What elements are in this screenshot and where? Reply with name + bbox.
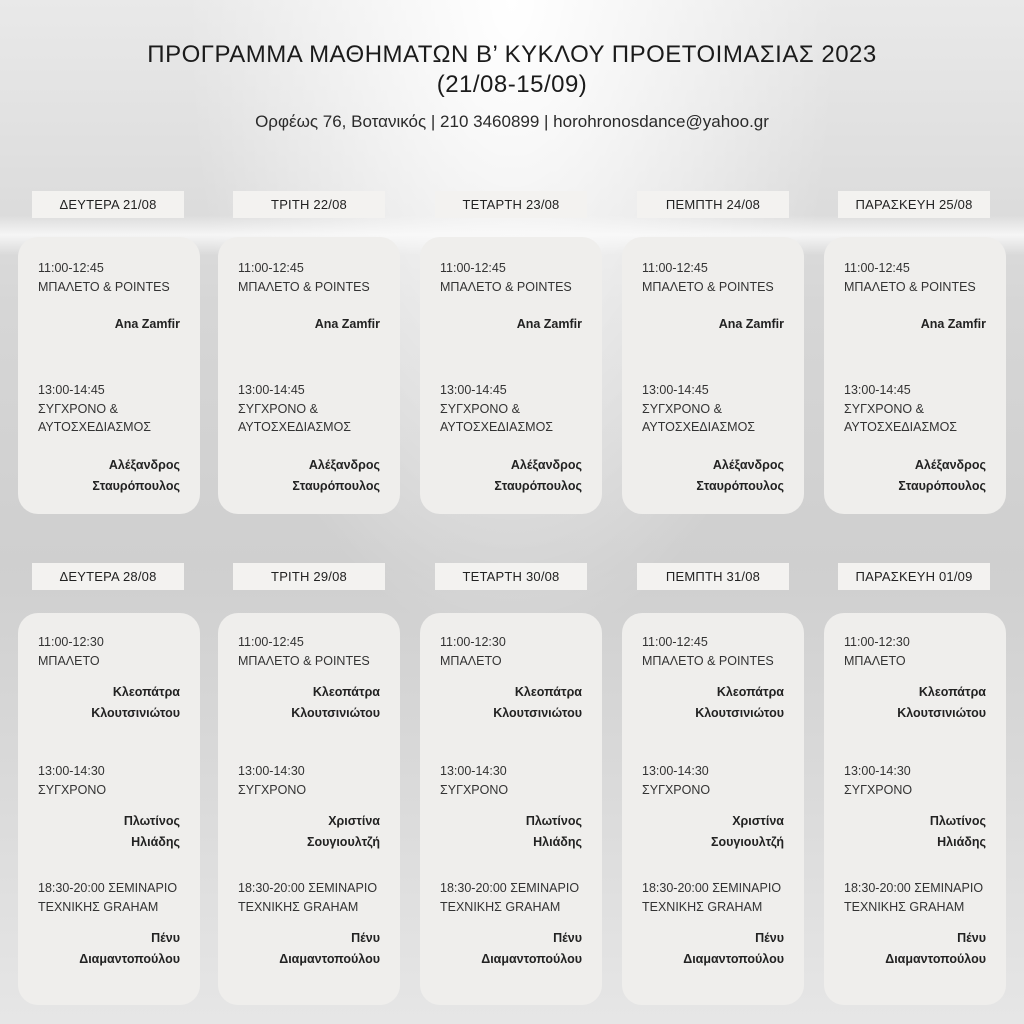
teacher-first-name: Χριστίνα [732, 814, 784, 828]
class-session [844, 633, 986, 724]
teacher-last-name: Σουγιουλτζή [306, 835, 380, 849]
session-title: ΣΥΓΧΡΟΝΟ [238, 782, 307, 797]
teacher-last-name: Κλουτσινιώτου [695, 706, 784, 720]
teacher-last-name: Κλουτσινιώτου [291, 706, 380, 720]
session-time: 13:00-14:30 [38, 764, 105, 778]
teacher-last-name: Σουγιουλτζή [710, 835, 784, 849]
session-time: 11:00-12:45 [38, 261, 104, 275]
session-time: 13:00-14:45 [238, 383, 305, 397]
session-teacher [238, 455, 380, 497]
session-teacher [642, 314, 784, 335]
session-title: ΜΠΑΛΕΤΟ & POINTES [642, 653, 774, 668]
teacher-first-name: Πένυ [755, 931, 784, 945]
page-header [0, 40, 1024, 132]
session-time: 18:30-20:00 ΣΕΜΙΝΑΡΙΟ [238, 881, 378, 895]
class-session [238, 762, 380, 853]
teacher-last-name: Κλουτσινιώτου [91, 706, 180, 720]
session-teacher [440, 455, 582, 497]
day-card [420, 613, 602, 1005]
teacher-first-name: Πλωτίνος [123, 814, 180, 828]
session-title: ΤΕΧΝΙΚΗΣ GRAHAM [238, 899, 359, 914]
session-teacher [642, 682, 784, 724]
session-title: ΜΠΑΛΕΤΟ & POINTES [642, 279, 774, 294]
session-title: ΜΠΑΛΕΤΟ [844, 653, 906, 668]
day-card [824, 237, 1006, 514]
session-title: ΣΥΓΧΡΟΝΟ [844, 782, 913, 797]
session-teacher [844, 455, 986, 497]
day-card [18, 613, 200, 1005]
class-session [38, 381, 180, 497]
teacher-last-name: Ηλιάδης [533, 835, 582, 849]
session-teacher [642, 811, 784, 853]
teacher-first-name: Ana Zamfir [516, 317, 582, 331]
session-teacher [440, 682, 582, 724]
session-title: ΜΠΑΛΕΤΟ & POINTES [440, 279, 572, 294]
class-session [238, 879, 380, 970]
session-teacher [844, 314, 986, 335]
session-time: 11:00-12:45 [238, 635, 304, 649]
class-session [844, 762, 986, 853]
session-teacher [238, 928, 380, 970]
class-session [844, 259, 986, 335]
day-label: ΠΑΡΑΣΚΕΥΗ 01/09 [838, 563, 990, 590]
session-time: 18:30-20:00 ΣΕΜΙΝΑΡΙΟ [38, 881, 178, 895]
class-session [238, 633, 380, 724]
session-title: ΣΥΓΧΡΟΝΟ & ΑΥΤΟΣΧΕΔΙΑΣΜΟΣ [844, 401, 958, 434]
session-title: ΣΥΓΧΡΟΝΟ [38, 782, 107, 797]
teacher-last-name: Σταυρόπουλος [696, 478, 784, 493]
teacher-last-name: Διαμαντοπούλου [683, 952, 784, 966]
teacher-last-name: Ηλιάδης [131, 835, 180, 849]
session-title: ΤΕΧΝΙΚΗΣ GRAHAM [642, 899, 763, 914]
class-session [440, 381, 582, 497]
day-label: ΠΕΜΠΤΗ 31/08 [637, 563, 789, 590]
session-title: ΜΠΑΛΕΤΟ & POINTES [38, 279, 170, 294]
teacher-last-name: Διαμαντοπούλου [279, 952, 380, 966]
class-session [642, 879, 784, 970]
teacher-last-name: Διαμαντοπούλου [885, 952, 986, 966]
session-time: 13:00-14:30 [642, 764, 709, 778]
session-teacher [844, 928, 986, 970]
session-time: 11:00-12:45 [238, 261, 304, 275]
teacher-first-name: Πλωτίνος [929, 814, 986, 828]
teacher-last-name: Κλουτσινιώτου [493, 706, 582, 720]
teacher-first-name: Ana Zamfir [314, 317, 380, 331]
session-title: ΜΠΑΛΕΤΟ & POINTES [844, 279, 976, 294]
session-time: 11:00-12:30 [38, 635, 104, 649]
class-session [642, 633, 784, 724]
session-time: 11:00-12:45 [440, 261, 506, 275]
session-time: 13:00-14:30 [238, 764, 305, 778]
session-time: 13:00-14:45 [642, 383, 709, 397]
teacher-first-name: Πένυ [553, 931, 582, 945]
teacher-first-name: Αλέξανδρος [914, 457, 986, 472]
day-card [622, 613, 804, 1005]
class-session [238, 381, 380, 497]
day-label: ΔΕΥΤΕΡΑ 28/08 [32, 563, 184, 590]
session-teacher [440, 928, 582, 970]
teacher-first-name: Αλέξανδρος [308, 457, 380, 472]
session-teacher [642, 928, 784, 970]
session-teacher [642, 455, 784, 497]
session-teacher [38, 811, 180, 853]
session-title: ΣΥΓΧΡΟΝΟ & ΑΥΤΟΣΧΕΔΙΑΣΜΟΣ [642, 401, 756, 434]
class-session [238, 259, 380, 335]
day-card [824, 613, 1006, 1005]
teacher-first-name: Πένυ [151, 931, 180, 945]
session-time: 11:00-12:30 [440, 635, 506, 649]
class-session [440, 633, 582, 724]
class-session [38, 259, 180, 335]
day-card [218, 237, 400, 514]
teacher-first-name: Ana Zamfir [920, 317, 986, 331]
session-time: 13:00-14:45 [38, 383, 105, 397]
teacher-first-name: Κλεοπάτρα [716, 685, 784, 699]
session-title: ΤΕΧΝΙΚΗΣ GRAHAM [38, 899, 159, 914]
session-teacher [844, 682, 986, 724]
session-title: ΣΥΓΧΡΟΝΟ [642, 782, 711, 797]
day-card [420, 237, 602, 514]
class-session [38, 762, 180, 853]
session-teacher [440, 314, 582, 335]
teacher-last-name: Σταυρόπουλος [292, 478, 380, 493]
session-teacher [238, 682, 380, 724]
session-time: 13:00-14:30 [440, 764, 507, 778]
title-line-2: (21/08-15/09) [436, 71, 588, 98]
day-card [622, 237, 804, 514]
class-session [38, 879, 180, 970]
title-line-1: ΠΡΟΓΡΑΜΜΑ ΜΑΘΗΜΑΤΩΝ Β’ ΚΥΚΛΟΥ ΠΡΟΕΤΟΙΜΑΣΙΑΣ 2023 [147, 41, 877, 68]
teacher-last-name: Διαμαντοπούλου [79, 952, 180, 966]
session-title: ΣΥΓΧΡΟΝΟ & ΑΥΤΟΣΧΕΔΙΑΣΜΟΣ [238, 401, 352, 434]
session-title: ΜΠΑΛΕΤΟ & POINTES [238, 653, 370, 668]
session-time: 11:00-12:30 [844, 635, 910, 649]
session-time: 13:00-14:45 [440, 383, 507, 397]
teacher-first-name: Αλέξανδρος [712, 457, 784, 472]
session-time: 13:00-14:30 [844, 764, 911, 778]
teacher-last-name: Κλουτσινιώτου [897, 706, 986, 720]
teacher-first-name: Ana Zamfir [114, 317, 180, 331]
session-teacher [844, 811, 986, 853]
session-title: ΜΠΑΛΕΤΟ [38, 653, 100, 668]
session-teacher [440, 811, 582, 853]
session-title: ΜΠΑΛΕΤΟ [440, 653, 502, 668]
teacher-last-name: Σταυρόπουλος [92, 478, 180, 493]
teacher-last-name: Σταυρόπουλος [494, 478, 582, 493]
day-label: ΤΡΙΤΗ 29/08 [233, 563, 385, 590]
day-label: ΔΕΥΤΕΡΑ 21/08 [32, 191, 184, 218]
class-session [844, 381, 986, 497]
session-title: ΤΕΧΝΙΚΗΣ GRAHAM [440, 899, 561, 914]
session-time: 11:00-12:45 [642, 261, 708, 275]
session-title: ΣΥΓΧΡΟΝΟ & ΑΥΤΟΣΧΕΔΙΑΣΜΟΣ [440, 401, 554, 434]
class-session [38, 633, 180, 724]
teacher-last-name: Ηλιάδης [937, 835, 986, 849]
page-title [0, 40, 1024, 100]
session-time: 18:30-20:00 ΣΕΜΙΝΑΡΙΟ [844, 881, 984, 895]
teacher-first-name: Πένυ [957, 931, 986, 945]
session-teacher [38, 682, 180, 724]
session-title: ΜΠΑΛΕΤΟ & POINTES [238, 279, 370, 294]
session-teacher [238, 314, 380, 335]
session-title: ΣΥΓΧΡΟΝΟ [440, 782, 509, 797]
teacher-first-name: Χριστίνα [328, 814, 380, 828]
teacher-first-name: Ana Zamfir [718, 317, 784, 331]
teacher-first-name: Πένυ [351, 931, 380, 945]
day-label: ΤΡΙΤΗ 22/08 [233, 191, 385, 218]
contact-info: Ορφέως 76, Βοτανικός | 210 3460899 | horohronosdance@yahoo.gr [255, 112, 769, 131]
class-session [642, 762, 784, 853]
teacher-first-name: Αλέξανδρος [108, 457, 180, 472]
session-teacher [238, 811, 380, 853]
session-time: 18:30-20:00 ΣΕΜΙΝΑΡΙΟ [642, 881, 782, 895]
teacher-first-name: Κλεοπάτρα [112, 685, 180, 699]
teacher-first-name: Πλωτίνος [525, 814, 582, 828]
class-session [844, 879, 986, 970]
session-teacher [38, 455, 180, 497]
teacher-first-name: Κλεοπάτρα [312, 685, 380, 699]
session-time: 11:00-12:45 [642, 635, 708, 649]
teacher-first-name: Κλεοπάτρα [514, 685, 582, 699]
class-session [440, 879, 582, 970]
session-title: ΣΥΓΧΡΟΝΟ & ΑΥΤΟΣΧΕΔΙΑΣΜΟΣ [38, 401, 152, 434]
class-session [440, 762, 582, 853]
class-session [642, 381, 784, 497]
teacher-first-name: Κλεοπάτρα [918, 685, 986, 699]
class-session [642, 259, 784, 335]
day-label: ΠΕΜΠΤΗ 24/08 [637, 191, 789, 218]
day-card [218, 613, 400, 1005]
day-card [18, 237, 200, 514]
session-teacher [38, 314, 180, 335]
teacher-last-name: Διαμαντοπούλου [481, 952, 582, 966]
session-teacher [38, 928, 180, 970]
day-label: ΤΕΤΑΡΤΗ 30/08 [435, 563, 587, 590]
class-session [440, 259, 582, 335]
session-time: 11:00-12:45 [844, 261, 910, 275]
session-time: 13:00-14:45 [844, 383, 911, 397]
session-title: ΤΕΧΝΙΚΗΣ GRAHAM [844, 899, 965, 914]
teacher-first-name: Αλέξανδρος [510, 457, 582, 472]
day-label: ΤΕΤΑΡΤΗ 23/08 [435, 191, 587, 218]
day-label: ΠΑΡΑΣΚΕΥΗ 25/08 [838, 191, 990, 218]
session-time: 18:30-20:00 ΣΕΜΙΝΑΡΙΟ [440, 881, 580, 895]
teacher-last-name: Σταυρόπουλος [898, 478, 986, 493]
